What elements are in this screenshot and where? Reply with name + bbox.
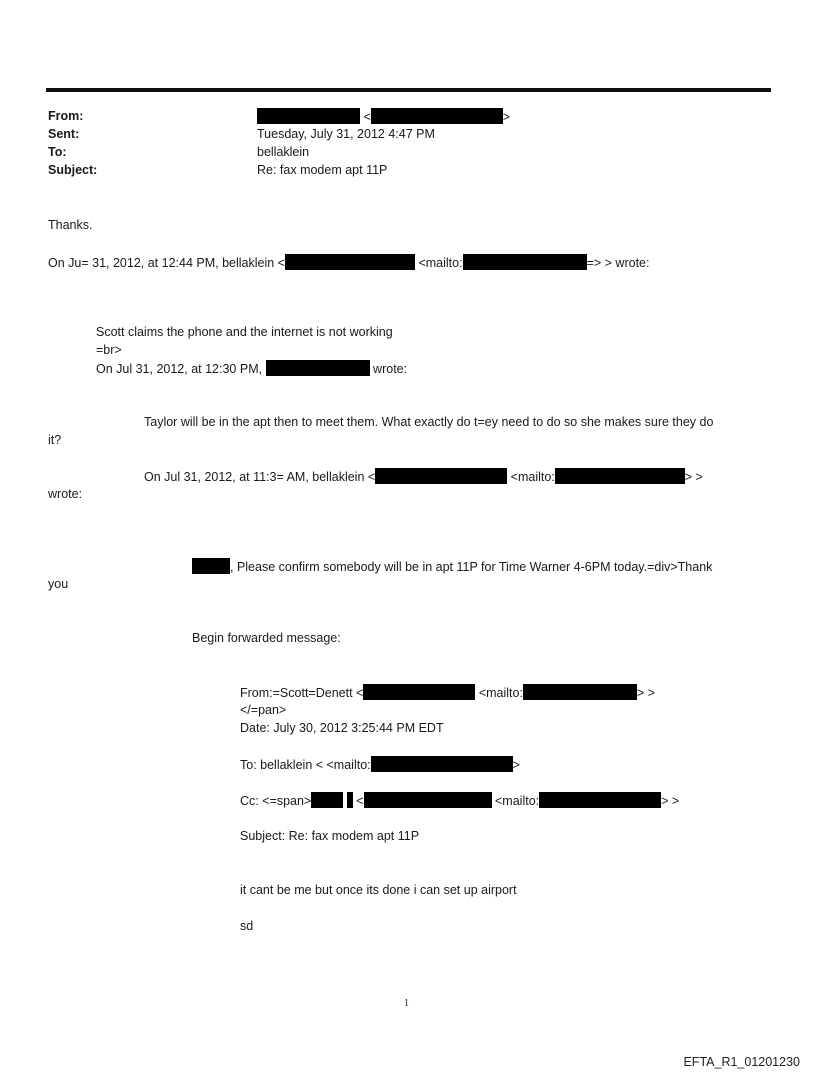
- quote-2-line-3: On Jul 31, 2012, at 12:30 PM, wrote:: [96, 362, 408, 376]
- forwarded-heading: Begin forwarded message:: [192, 631, 341, 645]
- redaction-block: [257, 108, 360, 124]
- message-line-1: it cant be me but once its done i can set up airport: [240, 883, 517, 897]
- redaction-block: [523, 684, 637, 700]
- subject-value: Re: fax modem apt 11P: [257, 163, 388, 177]
- redaction-block: [363, 684, 475, 700]
- from-angle-close: >: [502, 110, 511, 124]
- quote-5-line-2: you: [48, 577, 69, 591]
- redaction-block: [539, 792, 661, 808]
- redaction-block: [463, 254, 587, 270]
- forwarded-from: From:=Scott=Denett < <mailto: > >: [240, 686, 656, 700]
- from-angle-open: <: [363, 110, 371, 124]
- quote-3-line-1: Taylor will be in the apt then to meet them. What exactly do t=ey need to do so she makes sure they do: [144, 415, 714, 429]
- redaction-block: [285, 254, 415, 270]
- quote-2-line-2: =br>: [96, 343, 122, 357]
- redaction-block: [347, 792, 353, 808]
- document-id-footer: EFTA_R1_01201230: [683, 1055, 800, 1069]
- subject-label: Subject:: [48, 163, 98, 177]
- sent-value: Tuesday, July 31, 2012 4:47 PM: [257, 127, 435, 141]
- header-rule: [46, 88, 771, 92]
- from-label: From:: [48, 109, 84, 123]
- from-value: [257, 108, 510, 125]
- forwarded-subject: Subject: Re: fax modem apt 11P: [240, 829, 420, 843]
- quote-2-line-1: Scott claims the phone and the internet is not working: [96, 325, 393, 339]
- body-thanks: Thanks.: [48, 218, 93, 232]
- quote-3-line-2: it?: [48, 433, 62, 447]
- quote-5-line-1: , Please confirm somebody will be in apt 11P for Time Warner 4-6PM today.=div>Thank: [192, 558, 712, 575]
- redaction-block: [555, 468, 685, 484]
- forwarded-date: Date: July 30, 2012 3:25:44 PM EDT: [240, 721, 444, 735]
- sent-label: Sent:: [48, 127, 80, 141]
- message-line-2: sd: [240, 919, 254, 933]
- to-value: bellaklein: [257, 145, 310, 159]
- forwarded-cc: Cc: <=span> < <mailto: > >: [240, 794, 680, 808]
- redaction-block: [371, 756, 513, 772]
- forwarded-pan: </=pan>: [240, 703, 287, 717]
- redaction-block: [364, 792, 492, 808]
- page-number: 1: [404, 998, 409, 1009]
- redaction-block: [311, 792, 343, 808]
- redaction-block: [375, 468, 507, 484]
- quote-line-1: On Ju= 31, 2012, at 12:44 PM, bellaklein < <mailto: => > wrote:: [48, 256, 650, 270]
- to-label: To:: [48, 145, 67, 159]
- quote-4-line-2: wrote:: [48, 487, 83, 501]
- forwarded-to: To: bellaklein < <mailto: >: [240, 758, 520, 772]
- redaction-block: [192, 558, 230, 574]
- quote-4-line-1: On Jul 31, 2012, at 11:3= AM, bellaklein < <mailto: > >: [144, 470, 703, 484]
- redaction-block: [371, 108, 503, 124]
- redaction-block: [266, 360, 370, 376]
